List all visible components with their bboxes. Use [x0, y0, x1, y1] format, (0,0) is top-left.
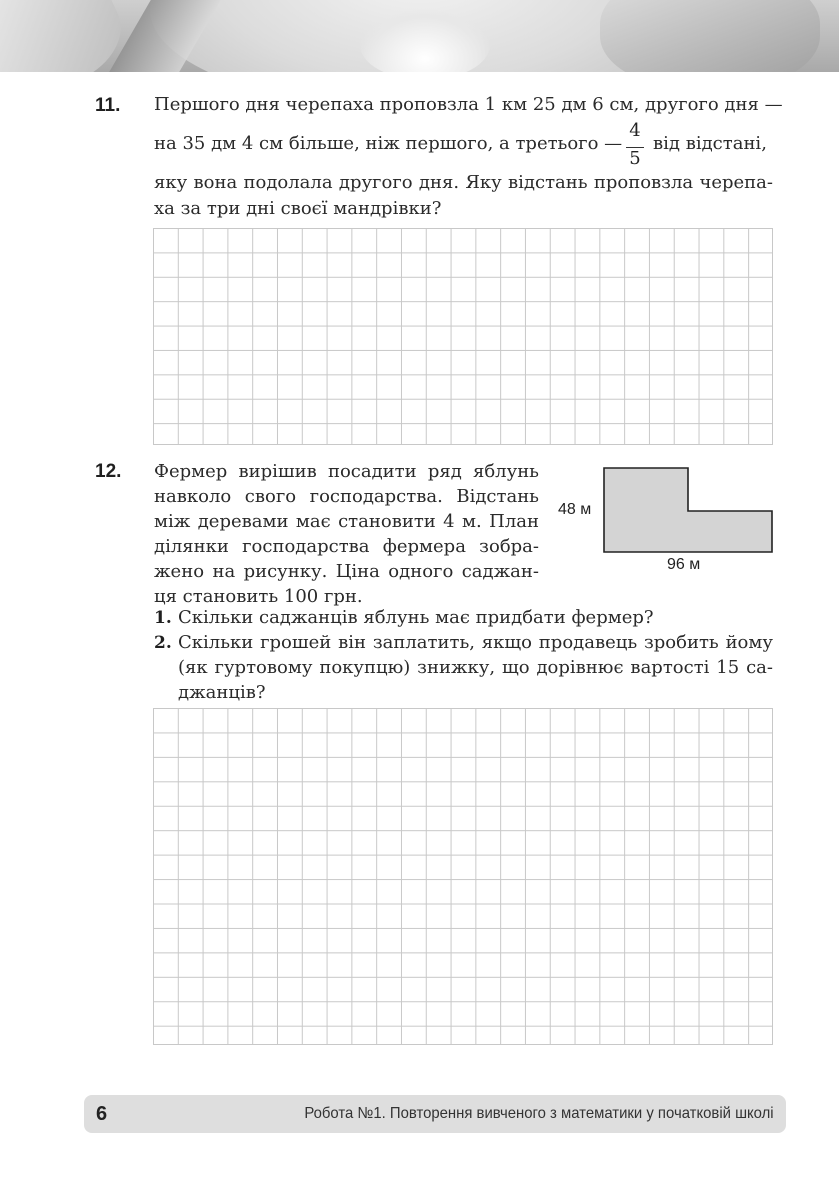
problem-12-line-6: ця становить 100 грн.: [154, 586, 363, 607]
farm-plot-shape: [604, 468, 772, 552]
fraction-numerator: 4: [629, 120, 641, 141]
problem-12-line-3: між деревами має становити 4 м. План: [154, 511, 539, 532]
problem-11-line-3: яку вона подолала другого дня. Яку відстань проповзла черепа-: [154, 172, 773, 193]
answer-grid-problem-11[interactable]: [153, 228, 773, 445]
question-2-line-2: (як гуртовому покупцю) знижку, що дорівнює вартості 15 са-: [178, 657, 773, 678]
problem-12-line-1: Фермер вирішив посадити ряд яблунь: [154, 461, 539, 482]
question-1-text: Скільки саджанців яблунь має придбати фермер?: [178, 607, 654, 628]
plot-height-label: 48 м: [558, 501, 592, 518]
problem-11-line-2-end: від відстані,: [653, 133, 767, 154]
question-2-line-3: джанців?: [178, 682, 266, 703]
farm-plot-figure: [600, 465, 775, 555]
page-footer: [84, 1095, 786, 1133]
problem-11-number: 11.: [95, 95, 121, 116]
page-number: 6: [96, 1103, 108, 1125]
problem-12-line-4: ділянки господарства фермера зобра-: [154, 536, 539, 557]
question-2-number: 2.: [154, 633, 172, 653]
problem-12-number: 12.: [95, 461, 122, 482]
question-1-number: 1.: [154, 608, 172, 628]
problem-11-line-4: ха за три дні своєї мандрівки?: [154, 198, 442, 219]
problem-11-line-2: на 35 дм 4 см більше, ніж першого, а третього —: [154, 133, 623, 154]
question-2-line-1: Скільки грошей він заплатить, якщо продавець зробить йому: [178, 632, 773, 653]
problem-12-line-5: жено на рисунку. Ціна одного саджан-: [154, 561, 539, 582]
problem-11-line-1: Першого дня черепаха проповзла 1 км 25 дм 6 см, другого дня —: [154, 94, 783, 115]
fraction-denominator: 5: [629, 148, 641, 169]
footer-title: Робота №1. Повторення вивченого з математики у початковій школі: [304, 1105, 774, 1122]
answer-grid-problem-12[interactable]: [153, 708, 773, 1045]
header-banner-image: [0, 0, 839, 72]
problem-12-line-2: навколо свого господарства. Відстань: [154, 486, 539, 507]
plot-width-label: 96 м: [667, 556, 701, 573]
